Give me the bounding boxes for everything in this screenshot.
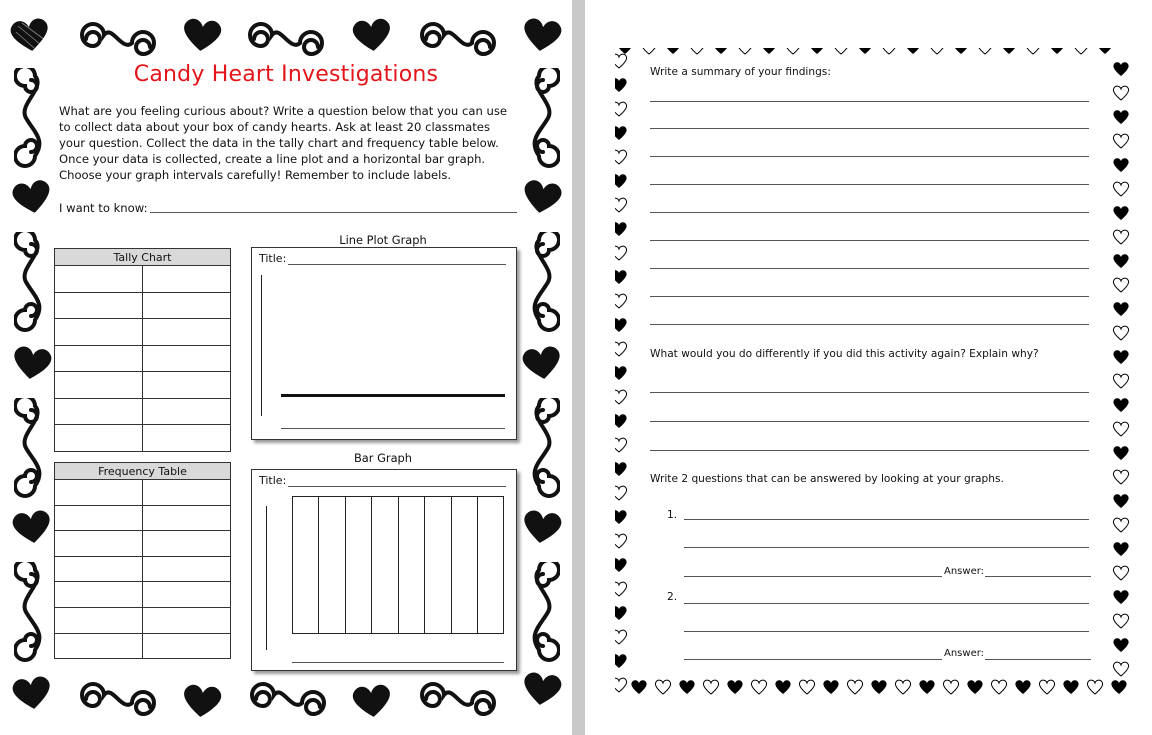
heart-icon: [182, 18, 222, 52]
tally-chart-header: Tally Chart: [55, 249, 231, 266]
frequency-cell[interactable]: [143, 607, 231, 633]
swirl-icon: [72, 682, 164, 716]
summary-line[interactable]: [650, 268, 1089, 269]
heart-icon: [10, 18, 50, 52]
summary-line[interactable]: [650, 101, 1089, 102]
summary-line[interactable]: [650, 240, 1089, 241]
heart-icon: [522, 18, 562, 52]
frequency-cell[interactable]: [143, 505, 231, 531]
heart-icon: [352, 684, 392, 718]
heart-icon: [522, 346, 562, 380]
summary-line[interactable]: [650, 184, 1089, 185]
frequency-cell[interactable]: [55, 480, 143, 506]
tally-cell[interactable]: [55, 319, 143, 346]
bar-graph-label: Bar Graph: [353, 451, 413, 465]
summary-prompt: Write a summary of your findings:: [650, 66, 831, 78]
worksheet-page-right: [585, 0, 1152, 735]
want-to-know-label: I want to know:: [59, 201, 148, 215]
swirl-icon: [526, 232, 560, 332]
frequency-cell[interactable]: [55, 633, 143, 659]
summary-line[interactable]: [650, 128, 1089, 129]
tally-cell[interactable]: [143, 372, 231, 399]
line-plot-label-line[interactable]: [281, 428, 505, 429]
tally-cell[interactable]: [143, 425, 231, 452]
heart-icon: [522, 510, 562, 544]
line-plot-box[interactable]: [251, 247, 517, 440]
heart-icon: [12, 510, 52, 544]
question-1-number: 1.: [667, 509, 678, 521]
differently-line[interactable]: [650, 450, 1089, 451]
differently-prompt: What would you do differently if you did this activity again? Explain why?: [650, 348, 1039, 360]
line-plot-title-label: Title:: [259, 252, 287, 265]
swirl-icon: [526, 398, 560, 498]
tally-chart-table: [54, 248, 231, 452]
heart-icon: [12, 346, 52, 380]
swirl-icon: [14, 562, 48, 662]
swirl-icon: [526, 562, 560, 662]
bar-graph-grid[interactable]: [292, 496, 504, 634]
heart-icon: [182, 684, 222, 718]
answer-1-label: Answer:: [944, 566, 985, 577]
bar-graph-vertical-axis: [266, 506, 267, 650]
question-2-number: 2.: [667, 591, 678, 603]
tally-cell[interactable]: [143, 398, 231, 425]
worksheet-title: Candy Heart Investigations: [133, 62, 439, 87]
tally-cell[interactable]: [55, 398, 143, 425]
frequency-table-header: Frequency Table: [55, 463, 231, 480]
heart-icon: [352, 18, 392, 52]
frequency-table: [54, 462, 231, 659]
differently-line[interactable]: [650, 392, 1089, 393]
frequency-cell[interactable]: [143, 633, 231, 659]
tally-cell[interactable]: [55, 266, 143, 293]
summary-line[interactable]: [650, 324, 1089, 325]
bar-graph-title-label: Title:: [259, 474, 287, 487]
heart-border: [615, 48, 1129, 696]
tally-cell[interactable]: [143, 292, 231, 319]
swirl-icon: [72, 22, 164, 56]
answer-1-line[interactable]: [985, 576, 1091, 577]
frequency-cell[interactable]: [55, 607, 143, 633]
frequency-cell[interactable]: [55, 531, 143, 557]
swirl-icon: [14, 232, 48, 332]
summary-line[interactable]: [650, 212, 1089, 213]
question-2-line[interactable]: [684, 631, 1089, 632]
frequency-cell[interactable]: [143, 480, 231, 506]
question-2-line[interactable]: [684, 659, 942, 660]
swirl-icon: [412, 22, 504, 56]
answer-2-line[interactable]: [985, 659, 1091, 660]
frequency-cell[interactable]: [55, 556, 143, 582]
summary-line[interactable]: [650, 296, 1089, 297]
question-1-line[interactable]: [684, 547, 1089, 548]
swirl-icon: [242, 682, 334, 716]
answer-2-label: Answer:: [944, 648, 985, 659]
tally-cell[interactable]: [143, 345, 231, 372]
swirl-icon: [240, 22, 332, 56]
differently-line[interactable]: [650, 421, 1089, 422]
swirl-icon: [412, 682, 504, 716]
frequency-cell[interactable]: [55, 582, 143, 608]
bar-graph-box[interactable]: [251, 469, 517, 671]
heart-icon: [12, 180, 52, 214]
frequency-cell[interactable]: [143, 582, 231, 608]
line-plot-label: Line Plot Graph: [339, 233, 427, 247]
heart-icon: [12, 676, 52, 710]
line-plot-title-line[interactable]: [288, 264, 506, 265]
tally-cell[interactable]: [55, 292, 143, 319]
swirl-icon: [14, 398, 48, 498]
instructions-paragraph: What are you feeling curious about? Write a question below that you can use to collect data about your box of candy hearts. Ask at least 20 classmates your question. Collect the data in the tally chart and frequency table below. Once your data is collected, create a line plot and a horizontal bar graph. Choose your graph intervals carefully! Remember to include labels.: [59, 104, 508, 182]
tally-cell[interactable]: [55, 372, 143, 399]
summary-line[interactable]: [650, 156, 1089, 157]
tally-cell[interactable]: [55, 425, 143, 452]
tally-cell[interactable]: [143, 266, 231, 293]
heart-icon: [522, 180, 562, 214]
worksheet-page-left: [0, 0, 572, 735]
questions-prompt: Write 2 questions that can be answered by looking at your graphs.: [650, 473, 1004, 485]
tally-cell[interactable]: [55, 345, 143, 372]
question-2-line[interactable]: [684, 603, 1089, 604]
heart-icon: [522, 672, 562, 706]
line-plot-vertical-axis: [261, 275, 262, 416]
tally-cell[interactable]: [143, 319, 231, 346]
bar-graph-label-line[interactable]: [292, 662, 504, 663]
frequency-cell[interactable]: [143, 531, 231, 557]
frequency-cell[interactable]: [55, 505, 143, 531]
question-1-line[interactable]: [684, 519, 1089, 520]
frequency-cell[interactable]: [143, 556, 231, 582]
line-plot-number-line: [281, 394, 505, 397]
want-to-know-answer-line[interactable]: [150, 212, 517, 213]
bar-graph-title-line[interactable]: [288, 486, 506, 487]
question-1-line[interactable]: [684, 576, 942, 577]
